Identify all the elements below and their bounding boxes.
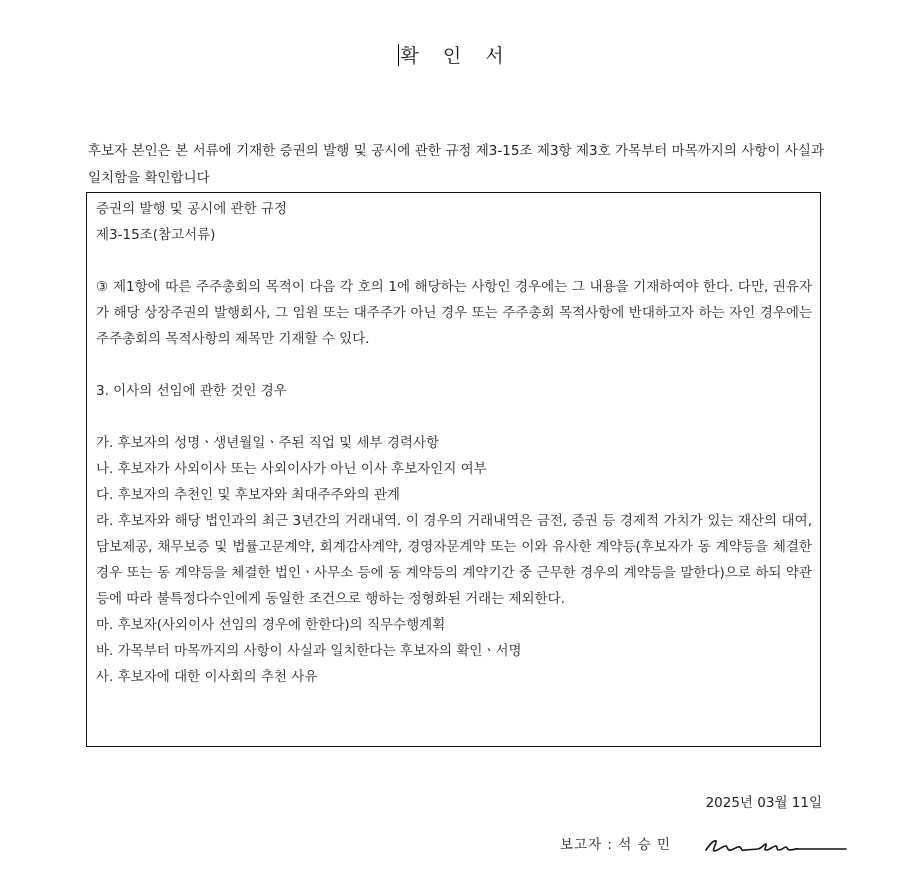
reference-subitem-da: 다. 후보자의 추천인 및 후보자와 최대주주와의 관계 [96, 487, 400, 503]
reference-subitem-ba: 바. 가목부터 마목까지의 사항이 사실과 일치한다는 후보자의 확인ㆍ서명 [96, 643, 522, 659]
reference-subitem-sa: 사. 후보자에 대한 이사회의 추천 사유 [96, 669, 318, 685]
signature-icon [700, 832, 850, 858]
reference-heading-article: 제3-15조(참고서류) [96, 227, 216, 243]
reference-subitem-ra: 라. 후보자와 해당 법인과의 최근 3년간의 거래내역. 이 경우의 거래내역은 금전, 증권 등 경제적 가치가 있는 재산의 대여, 담보제공, 채무보증 및 법률고문계약, 회계감사계약, 경영자문계약 또는 이와 유사한 계약등(후보자가 동 계약등을 체결한 경우 또는 동 계약등을 체결한 법인ㆍ사무소 등에 동 계약등의 계약기간 중 근무한 경우의 계약등을 말한다)으로 하되 약관 등에 따라 불특정다수인에게 동일한 조건으로 행하는 정형화된 거래는 제외한다. [96, 513, 812, 607]
reference-subitem-na: 나. 후보자가 사외이사 또는 사외이사가 아닌 이사 후보자인지 여부 [96, 461, 487, 477]
spacer [96, 404, 812, 430]
reference-paragraph-3: ③ 제1항에 따른 주주총회의 목적이 다음 각 호의 1에 해당하는 사항인 경우에는 그 내용을 기재하여야 한다. 다만, 권유자가 해당 상장주권의 발행회사, 그 임원 또는 대주주가 아닌 경우 또는 주주총회 목적사항에 반대하고자 하는 자인 경우에는 주주총회의 목적사항의 제목만 기재할 수 있다. [96, 279, 812, 347]
reference-heading-regulation: 증권의 발행 및 공시에 관한 규정 [96, 201, 287, 217]
reporter-name: 보고자 : 석 승 민 [560, 837, 671, 853]
document-title-text: 확 인 서 [400, 45, 513, 67]
regulation-reference-box [86, 192, 821, 747]
reference-subitem-ga: 가. 후보자의 성명ㆍ생년월일ㆍ주된 직업 및 세부 경력사항 [96, 435, 440, 451]
reference-subitem-ma: 마. 후보자(사외이사 선임의 경우에 한한다)의 직무수행계획 [96, 617, 446, 633]
reference-item-3: 3. 이사의 선임에 관한 것인 경우 [96, 383, 287, 399]
intro-statement: 후보자 본인은 본 서류에 기재한 증권의 발행 및 공시에 관한 규정 제3-15조 제3항 제3호 가목부터 마목까지의 사항이 사실과 일치함을 확인합니다 [88, 142, 824, 186]
spacer [96, 248, 812, 274]
document-date: 2025년 03월 11일 [705, 795, 822, 811]
document-title [0, 41, 911, 68]
spacer [96, 352, 812, 378]
